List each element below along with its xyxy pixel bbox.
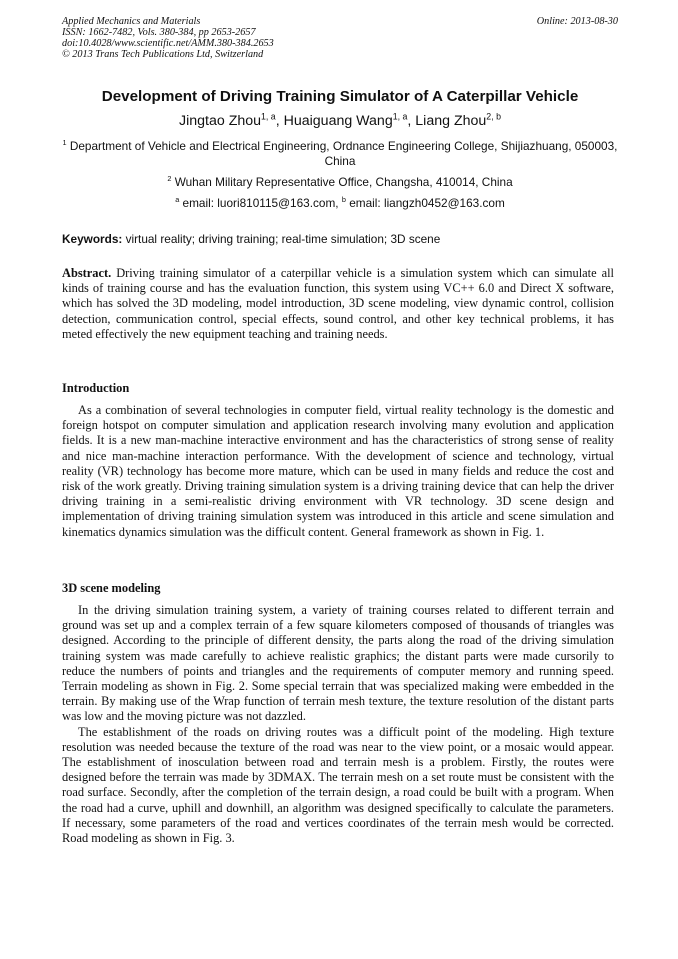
section-introduction xyxy=(62,403,614,540)
author-superscript: 1, a xyxy=(392,111,408,122)
author-emails xyxy=(62,196,618,210)
author-name: Jingtao Zhou xyxy=(179,113,262,129)
abstract-label: Abstract. xyxy=(62,266,112,280)
paragraph: In the driving simulation training system, a variety of training courses related to different terrain and ground was set up and a complex terrain of a few square kilometers composed of thousands of triangles was designed. According to the principle of different density, the parts along the road of the driving simulation training system was made carefully to achieve realistic graphics; the distant parts were made cursorily to reduce the numbers of points and triangles and the requirements of computer memory and running speed. Terrain modeling as shown in Fig. 2. Some special terrain that was specialized making were embedded in the terrain. By making use of the Wrap function of terrain mesh texture, the texture resolution of the distant parts was low and the moving picture was not dazzled. xyxy=(62,603,614,724)
affiliation-2 xyxy=(62,175,618,189)
author-superscript: 2, b xyxy=(486,111,501,122)
issn-line: ISSN: 1662-7482, Vols. 380-384, pp 2653-2657 xyxy=(62,27,256,38)
email-b: email: liangzh0452@163.com xyxy=(345,196,505,210)
section-heading-introduction: Introduction xyxy=(62,381,130,395)
paragraph: As a combination of several technologies in computer field, virtual reality technology is the domestic and foreign hotspot on computer simulation and application research involving many evolution and application fields. It is a new man-machine interactive environment and has the characteristics of strong sense of reality and nice man-machine interaction performance. With the development of science and technology, virtual reality (VR) technology has become more mature, which can be used in many fields and reduce the cost and risk of the work greatly. Driving training simulation system is a driving training device that can help the driver driving training in a semi-realistic driving environment with VR technology. 3D scene design and implementation of driving training simulation system was introduced in this article and scene simulation and kinematics dynamics simulation was the difficult content. General framework as shown in Fig. 1. xyxy=(62,403,614,539)
section-3d-scene-modeling xyxy=(62,603,614,846)
abstract-text: Driving training simulator of a caterpillar vehicle is a simulation system which can simulate all kinds of training course and has the evaluation function, this system using VC++ 6.0 and Direct X software, which has solved the 3D modeling, model introduction, 3D scene modeling, view dynamic control, collision detection, communication control, special effects, sound control, and other key technical problems, it has meted effectively the new equipment teaching and training needs. xyxy=(62,266,614,341)
paper-title: Development of Driving Training Simulator of A Caterpillar Vehicle xyxy=(101,88,579,105)
author-separator: , xyxy=(407,113,416,129)
keywords xyxy=(62,232,618,246)
author-superscript: 1, a xyxy=(261,111,276,122)
email-mark: a xyxy=(175,195,180,205)
journal-header xyxy=(62,16,618,60)
affiliation-mark: 2 xyxy=(167,174,172,184)
section-heading-3d-scene-modeling: 3D scene modeling xyxy=(62,581,161,595)
affiliation-text: Wuhan Military Representative Office, Changsha, 410014, China xyxy=(171,175,513,189)
affiliation-mark: 1 xyxy=(62,138,67,148)
email-mark: b xyxy=(341,195,346,205)
journal-name: Applied Mechanics and Materials xyxy=(62,16,201,27)
author-name: Huaiguang Wang xyxy=(283,113,393,129)
author-separator: , xyxy=(275,113,284,129)
abstract xyxy=(62,266,614,342)
keywords-label: Keywords: xyxy=(62,232,123,246)
keywords-text: virtual reality; driving training; real-time simulation; 3D scene xyxy=(122,232,441,246)
author-name: Liang Zhou xyxy=(415,113,487,129)
copyright-line: © 2013 Trans Tech Publications Ltd, Switzerland xyxy=(62,49,264,60)
author-list xyxy=(62,113,618,129)
online-date: Online: 2013-08-30 xyxy=(536,16,618,27)
affiliation-text: Department of Vehicle and Electrical Engineering, Ordnance Engineering College, Shijiazhuang, 050003, China xyxy=(66,139,618,168)
email-a: email: luori810115@163.com, xyxy=(179,196,342,210)
doi-line: doi:10.4028/www.scientific.net/AMM.380-384.2653 xyxy=(62,38,274,49)
paragraph: The establishment of the roads on driving routes was a difficult point of the modeling. High texture resolution was needed because the texture of the road was near to the view point, or a mosaic would appear. The establishment of inosculation between road and terrain mesh is a problem. Firstly, the routes were designed before the terrain was made by 3DMAX. The terrain mesh on a set route must be consistent with the road surface. Secondly, after the completion of the terrain design, a road could be built with a program. When the road had a curve, uphill and downhill, an algorithm was designed specifically to calculate the parameters. If necessary, some parameters of the road and vertices coordinates of the terrain mesh would be corrected. Road modeling as shown in Fig. 3. xyxy=(62,724,614,846)
affiliation-1 xyxy=(62,139,618,168)
